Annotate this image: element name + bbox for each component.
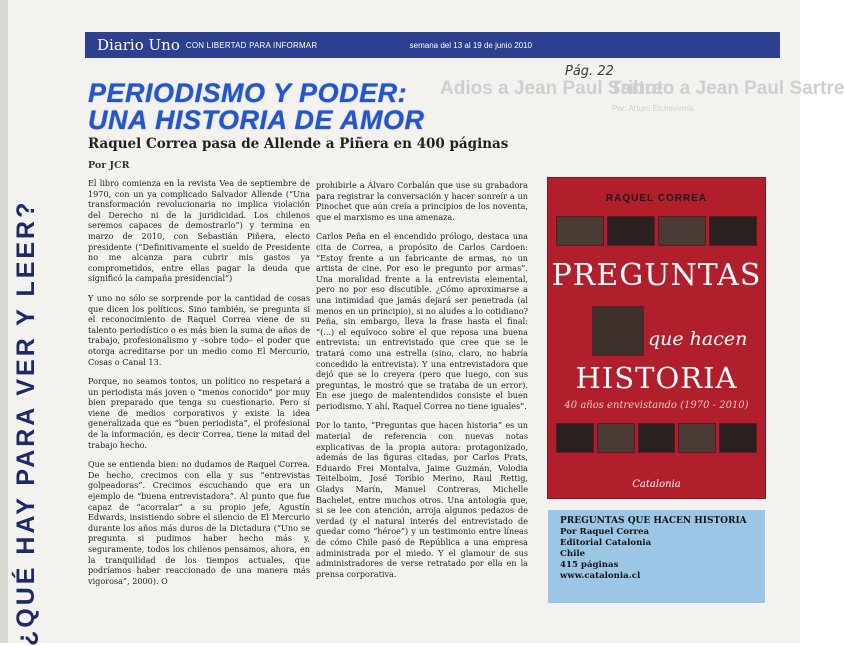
cover-photo — [719, 423, 757, 453]
paragraph: prohibirle a Álvaro Corbalán que use su grabadora para registrar la conversación y hacer sonreír a un Pinochet que aún creía a principios de los noventa, que el marxismo es una amenaza. — [316, 180, 528, 222]
cover-photo — [658, 216, 706, 246]
cover-author: RAQUEL CORREA — [605, 193, 708, 204]
newspaper-brand: Diario Uno — [97, 36, 180, 54]
article-byline: Por JCR — [88, 160, 130, 171]
cover-title-line-2: que hacen — [648, 328, 748, 350]
cover-photo — [597, 423, 635, 453]
article-headline — [88, 80, 425, 134]
paragraph: El libro comienza en la revista Vea de septiembre de 1970, con un ya complicado Salvador Allende (“Una transformación revolucionaria no implica violación del Derecho ni de la juridicidad. Los chilenos seremos capaces de demostrarlo”) y termina en marzo de 2010, con Sebastián Piñera, electo presidente (“Definitivamente el sueldo de Presidente no me alcanza para cubrir mis gastos ya comprometidos, entre ellas pagar la deuda que significó la campaña presidencial”) — [88, 178, 310, 284]
info-author: Por Raquel Correa — [560, 527, 650, 537]
cover-photo — [607, 216, 655, 246]
article-column-2 — [316, 180, 528, 588]
info-title: PREGUNTAS QUE HACEN HISTORIA — [560, 516, 747, 526]
newspaper-slogan: CON LIBERTAD PARA INFORMAR — [185, 40, 318, 50]
section-vertical-title: ¿QUÉ HAY PARA VER Y LEER? — [12, 199, 40, 646]
info-pages: 415 páginas — [560, 560, 619, 570]
cover-photo-strip-bottom — [556, 423, 757, 453]
cover-publisher: Catalonia — [632, 479, 681, 490]
adjacent-article-title-left: Adios a Jean Paul Sartre — [440, 78, 663, 99]
cover-title-line-3: HISTORIA — [575, 361, 738, 395]
cover-photo — [678, 423, 716, 453]
cover-photo — [638, 423, 676, 453]
info-publisher: Editorial Catalonia — [560, 538, 652, 548]
info-country: Chile — [560, 549, 586, 559]
cover-years: 40 años entrevistando (1970 - 2010) — [564, 400, 749, 411]
paragraph: Carlos Peña en el encendido prólogo, destaca una cita de Correa, a propósito de Carlos Cardoen: “Estoy frente a un fabricante de armas, no un artista de cine. Por eso le pregunto por armas”. Una moralidad frente a la entrevista elemental, pero no por eso discutible. ¿Cómo aproximarse a una intimidad que jamás dejará ser penetrada (al menos en un principio), si no aludes a lo cotidiano? Peña, sin embargo, lleva la frase hasta el final: “(...) el equívoco sobre el que reposa una buena entrevista: un entrevistado que cree que se le tratará como una estrella (sino, claro, no habría concedido la entrevista). Y una entrevistadora que dejó que se lo creyera (pero que luego, con sus preguntas, le mostró que se trataba de un error). En ese juego de malentendidos consiste el buen periodismo. Y ahí, Raquel Correa no tiene iguales”. — [316, 231, 528, 411]
headline-line-2: UNA HISTORIA DE AMOR — [88, 105, 425, 135]
cover-photo — [709, 216, 757, 246]
issue-date: semana del 13 al 19 de junio 2010 — [409, 40, 532, 50]
book-info-box — [548, 510, 765, 603]
paragraph: Que se entienda bien: no dudamos de Raquel Correa. De hecho, crecimos con ella y sus “entrevistas golpeadoras”. Crecimos escuchando que era un ejemplo de “buena entrevistadora”. Al punto que fue capaz de “acorralar” a su propio jefe, Agustín Edwards, insistiendo sobre el silencio de El Mercurio durante los años más duros de la Dictadura (“Uno se pregunta si pudimos haber hecho más y, seguramente, todos los chilenos pensamos, ahora, en la tranquilidad de los tiempos actuales, que podríamos haber reaccionado de una manera más vigorosa”, 2000). O — [88, 459, 310, 586]
newspaper-header — [85, 32, 780, 58]
headline-line-1: PERIODISMO Y PODER: — [88, 78, 408, 108]
cover-photo — [556, 423, 594, 453]
adjacent-article-title-right: Tributo a Jean Paul Sartre — [610, 78, 844, 99]
article-subhead: Raquel Correa pasa de Allende a Piñera en 400 páginas — [88, 136, 509, 152]
cover-portrait-photo — [592, 306, 644, 356]
paragraph: Porque, no seamos tontos, un político no respetará a un periodista más joven o “menos conocido” por muy bien preparado que tenga su cuestionario. Pero sí viene de medios corporativos y existe la idea generalizada que es “buen periodista”, el profesional de la información, es decir Correa, tiene la mitad del trabajo hecho. — [88, 376, 310, 450]
cover-title-line-1: PREGUNTAS — [551, 258, 762, 293]
paragraph: Y uno no sólo se sorprende por la cantidad de cosas que dicen los políticos. Sino también, se pregunta si el reconocimiento de Raquel Correa viene de su talento periodístico o es más bien la suma de años de trabajo, profesionalismo y –sobre todo– el poder que otorga acreditarse por un medio como El Mercurio, Cosas o Canal 13. — [88, 292, 310, 367]
info-website: www.catalonia.cl — [560, 571, 641, 581]
handwritten-page-note: Pág. 22 — [565, 64, 614, 79]
book-cover — [548, 178, 765, 498]
paragraph: Por lo tanto, “Preguntas que hacen historia” es un material de referencia con nuevas notas explicativas de la propia autora: protagonizado, además de las figuras citadas, por Carlos Prats, Eduardo Frei Montalva, Jaime Guzmán, Volodia Teitelboim, José Toribio Merino, Raul Rettig, Gladys Marín, Manuel Contreras, Michelle Bachelet, entre muchos otros. Una antología que, si se lee con atención, arroja algunos pedazos de verdad (y el natural interés del entrevistado de quedar como “héroe”) y un testimonio entre líneas de cómo Chile pasó de República a una empresa administrada por el miedo. Y el glamour de sus administradores de verse retratado por ella en la prensa corporativa. — [316, 420, 528, 579]
scan-edge — [0, 0, 8, 643]
cover-photo-strip-top — [556, 216, 757, 246]
cover-photo — [556, 216, 604, 246]
article-column-1 — [88, 178, 310, 595]
adjacent-article-byline: Por: Arturo Etcheverría — [612, 104, 694, 113]
